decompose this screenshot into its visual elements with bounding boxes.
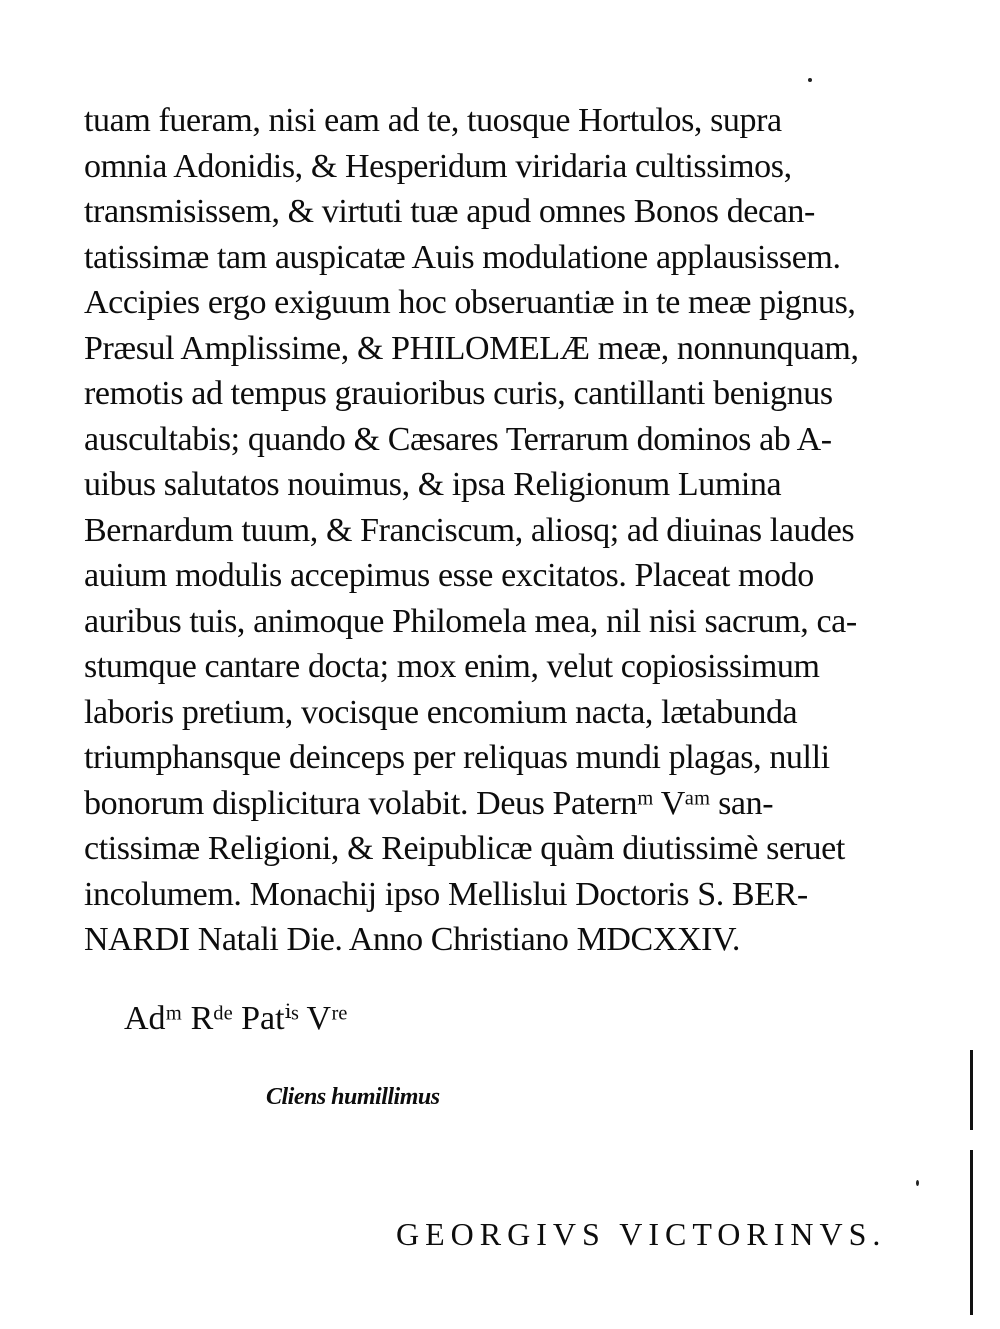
body-line: bonorum displicitura volabit. Deus Paternᵐ Vᵃᵐ san- — [84, 784, 774, 822]
body-line: Accipies ergo exiguum hoc obseruantiæ in te meæ pignus, — [84, 284, 856, 321]
scan-edge-line — [970, 1150, 973, 1315]
body-line: ctissimæ Religioni, & Reipublicæ quàm diutissimè seruet — [84, 830, 845, 867]
salutation: Adᵐ Rᵈᵉ Patⁱˢ Vʳᵉ — [124, 1000, 348, 1037]
body-line: transmisissem, & virtuti tuæ apud omnes Bonos decan- — [84, 193, 815, 230]
body-line: tuam fueram, nisi eam ad te, tuosque Hortulos, supra — [84, 102, 782, 139]
letter-body — [84, 98, 934, 963]
body-line: omnia Adonidis, & Hesperidum viridaria cultissimos, — [84, 147, 792, 185]
body-line: uibus salutatos nouimus, & ipsa Religionum Lumina — [84, 466, 782, 503]
body-line: laboris pretium, vocisque encomium nacta, lætabunda — [84, 693, 798, 731]
scan-speck — [808, 78, 812, 82]
signature: GEORGIVS VICTORINVS. — [396, 1216, 887, 1252]
body-line: auscultabis; quando & Cæsares Terrarum dominos ab A- — [84, 420, 832, 458]
scan-speck — [916, 1180, 919, 1186]
body-line: triumphansque deinceps per reliquas mundi plagas, nulli — [84, 739, 830, 776]
body-line: Bernardum tuum, & Franciscum, aliosq; ad diuinas laudes — [84, 511, 855, 549]
body-line: auribus tuis, animoque Philomela mea, nil nisi sacrum, ca- — [84, 602, 857, 640]
body-line: NARDI Natali Die. Anno Christiano MDCXXIV. — [84, 921, 740, 958]
body-line: remotis ad tempus grauioribus curis, cantillanti benignus — [84, 375, 833, 412]
body-line: tatissimæ tam auspicatæ Auis modulatione applausissem. — [84, 238, 841, 276]
client-label: Cliens humillimus — [266, 1084, 440, 1110]
body-line: incolumem. Monachij ipso Mellislui Doctoris S. BER- — [84, 875, 808, 913]
body-line: Præsul Amplissime, & PHILOMELÆ meæ, nonnunquam, — [84, 329, 859, 367]
body-line: stumque cantare docta; mox enim, velut copiosissimum — [84, 648, 820, 685]
scan-edge-line — [970, 1050, 973, 1130]
body-line: auium modulis accepimus esse excitatos. Placeat modo — [84, 557, 814, 594]
